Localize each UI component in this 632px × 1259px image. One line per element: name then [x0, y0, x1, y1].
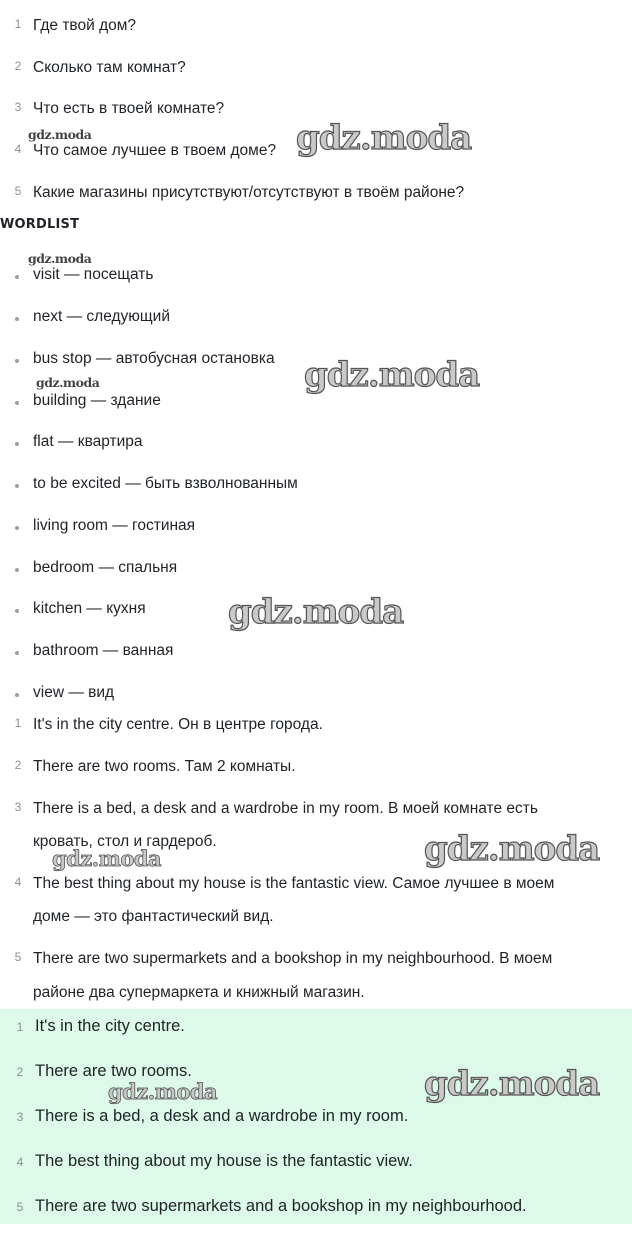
bullet-icon [15, 484, 19, 488]
bullet-icon [15, 359, 19, 363]
watermark: gdz.moda [28, 251, 92, 266]
item-text: visit — посещать [33, 266, 154, 283]
item-text: living room — гостиная [33, 517, 196, 534]
item-text: It's in the city centre. [35, 1017, 185, 1035]
bullet-icon [15, 526, 19, 530]
watermark: gdz.moda [228, 592, 404, 632]
item-number: 4 [14, 875, 22, 889]
item-text: It's in the city centre. Он в центре города. [33, 716, 323, 733]
item-number: 3 [16, 1110, 24, 1124]
watermark: gdz.moda [296, 118, 472, 158]
item-number: 4 [16, 1155, 24, 1169]
item-text: to be excited — быть взволнованным [33, 475, 298, 492]
item-text: There is a bed, a desk and a wardrobe in my room. [35, 1107, 409, 1125]
watermark: gdz.moda [424, 1064, 600, 1104]
watermark: gdz.moda [52, 846, 162, 871]
item-text: There are two rooms. Там 2 комнаты. [33, 758, 296, 775]
item-text: There are two supermarkets and a bookshop in my neighbourhood. В моем [33, 950, 553, 967]
item-number: 5 [14, 184, 22, 198]
item-text: bus stop — автобусная остановка [33, 350, 275, 367]
item-number: 2 [16, 1065, 24, 1079]
bullet-icon [15, 651, 19, 655]
bullet-icon [15, 568, 19, 572]
watermark: gdz.moda [28, 127, 92, 142]
bullet-icon [15, 693, 19, 697]
wordlist-heading: WORDLIST [0, 217, 80, 232]
item-text: There is a bed, a desk and a wardrobe in my room. В моей комнате есть [33, 800, 538, 817]
watermark: gdz.moda [424, 829, 600, 869]
item-text: bathroom — ванная [33, 642, 174, 659]
item-text: bedroom — спальня [33, 559, 178, 576]
item-number: 1 [14, 716, 22, 730]
item-text: The best thing about my house is the fantastic view. Самое лучшее в моем [33, 875, 555, 892]
bullet-icon [15, 442, 19, 446]
item-number: 3 [14, 100, 22, 114]
item-text: районе два супермаркета и книжный магазин. [33, 984, 365, 1001]
item-text: Сколько там комнат? [33, 59, 186, 76]
item-text: доме — это фантастический вид. [33, 908, 274, 925]
item-number: 2 [14, 758, 22, 772]
item-text: Где твой дом? [33, 17, 137, 34]
item-number: 2 [14, 59, 22, 73]
item-text: The best thing about my house is the fantastic view. [35, 1152, 413, 1170]
item-text: next — следующий [33, 308, 170, 325]
bullet-icon [15, 275, 19, 279]
watermark: gdz.moda [304, 355, 480, 395]
item-text: view — вид [33, 684, 115, 701]
watermark: gdz.moda [36, 375, 100, 390]
item-text: flat — квартира [33, 433, 143, 450]
bullet-icon [15, 317, 19, 321]
item-number: 1 [14, 17, 22, 31]
bullet-icon [15, 401, 19, 405]
item-number: 5 [16, 1200, 24, 1214]
answer-box [0, 1009, 632, 1224]
item-text: Что есть в твоей комнате? [33, 100, 225, 117]
watermark: gdz.moda [108, 1079, 218, 1104]
item-text: building — здание [33, 392, 161, 409]
item-text: kitchen — кухня [33, 600, 146, 617]
bullet-icon [15, 609, 19, 613]
item-number: 1 [16, 1020, 24, 1034]
item-text: There are two rooms. [35, 1062, 192, 1080]
item-number: 3 [14, 800, 22, 814]
item-number: 5 [14, 950, 22, 964]
item-text: There are two supermarkets and a bookshop in my neighbourhood. [35, 1197, 527, 1215]
item-number: 4 [14, 142, 22, 156]
item-text: Какие магазины присутствуют/отсутствуют в твоём районе? [33, 184, 465, 201]
item-text: кровать, стол и гардероб. [33, 833, 217, 850]
item-text: Что самое лучшее в твоем доме? [33, 142, 277, 159]
